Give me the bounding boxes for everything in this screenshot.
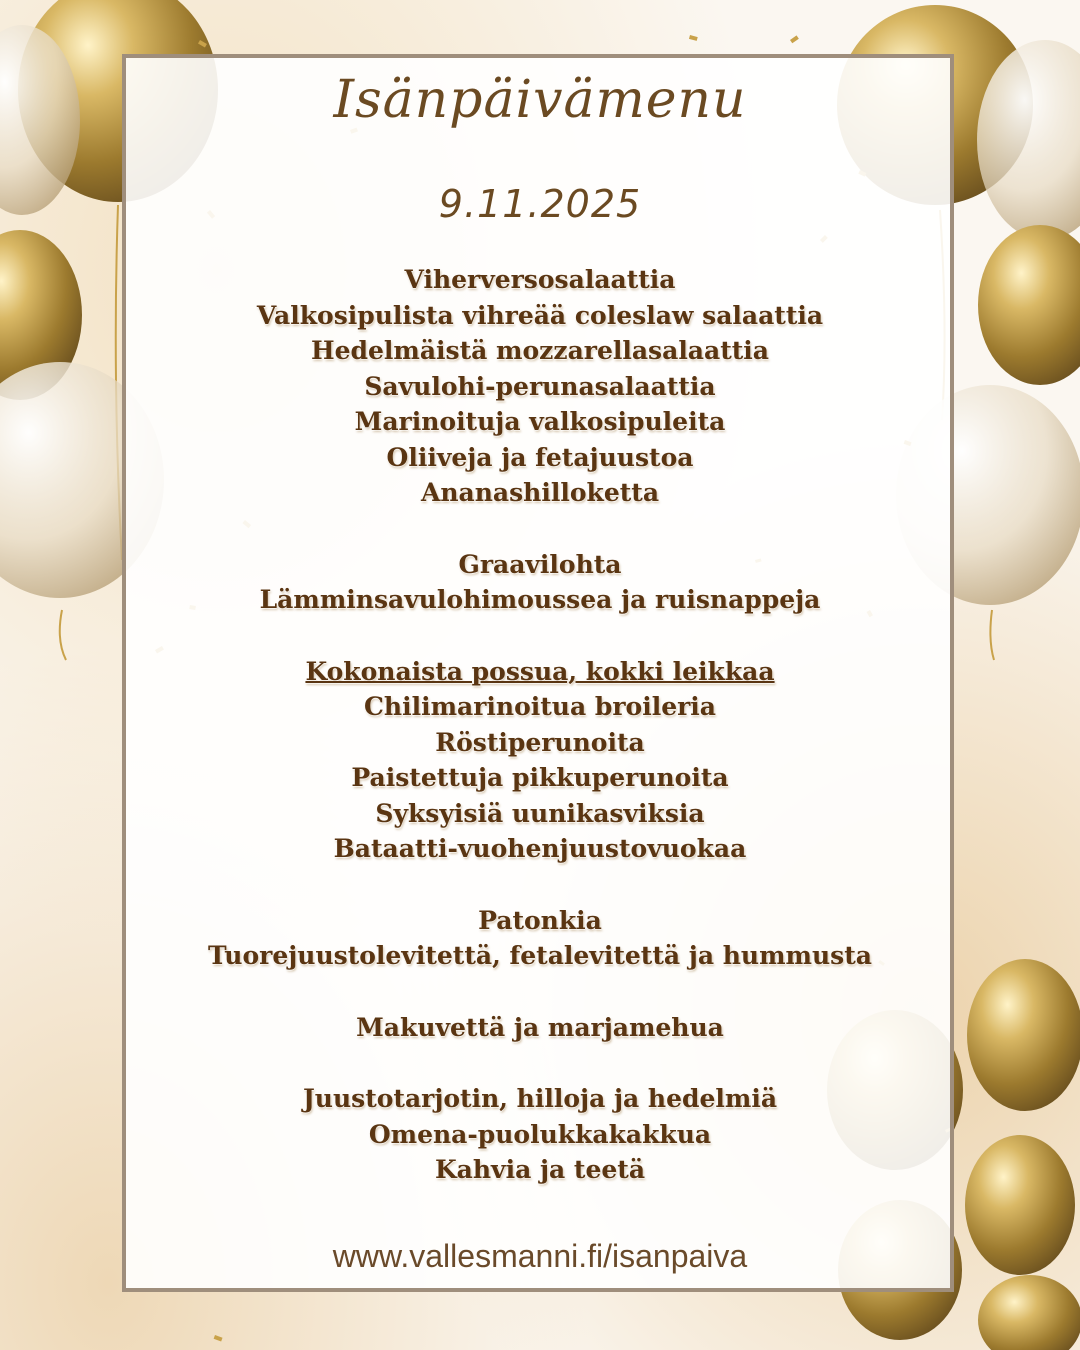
menu-item: Juustotarjotin, hilloja ja hedelmiä <box>302 1084 778 1113</box>
menu-item: Valkosipulista vihreää coleslaw salaattia <box>256 300 824 330</box>
page-title: Isänpäivämenu <box>333 70 747 130</box>
menu-item: Bataatti-vuohenjuustovuokaa <box>333 834 747 863</box>
menu-item: Ananashilloketta <box>420 478 660 507</box>
menu-item-featured: Kokonaista possua, kokki leikkaa <box>305 656 775 686</box>
website-link[interactable]: www.vallesmanni.fi/isanpaiva <box>332 1238 748 1274</box>
menu-item: Kahvia ja teetä <box>434 1155 646 1184</box>
menu-item: Marinoituja valkosipuleita <box>354 407 726 436</box>
menu-item: Paistettuja pikkuperunoita <box>351 763 729 792</box>
menu-item: Röstiperunoita <box>435 727 645 757</box>
menu-item: Lämminsavulohimoussea ja ruisnappeja <box>259 585 821 614</box>
menu-item: Omena-puolukkakakkua <box>368 1119 712 1149</box>
event-date: 9.11.2025 <box>438 182 642 226</box>
balloon-gold-bottom-5 <box>978 1275 1080 1350</box>
menu-item: Hedelmäistä mozzarellasalaattia <box>310 336 770 365</box>
menu-item: Graavilohta <box>458 549 622 579</box>
menu-item: Savulohi-perunasalaattia <box>364 371 716 401</box>
menu-item: Makuvettä ja marjamehua <box>356 1012 724 1042</box>
menu-item: Patonkia <box>478 905 602 935</box>
menu-item: Viherversosalaattia <box>404 265 676 294</box>
menu-item: Tuorejuustolevitettä, fetalevitettä ja hummusta <box>207 941 872 970</box>
menu-item: Oliiveja ja fetajuustoa <box>386 442 694 472</box>
menu-item: Syksyisiä uunikasviksia <box>375 798 705 828</box>
menu-list <box>0 262 1080 1188</box>
menu-item: Chilimarinoitua broileria <box>364 692 716 721</box>
